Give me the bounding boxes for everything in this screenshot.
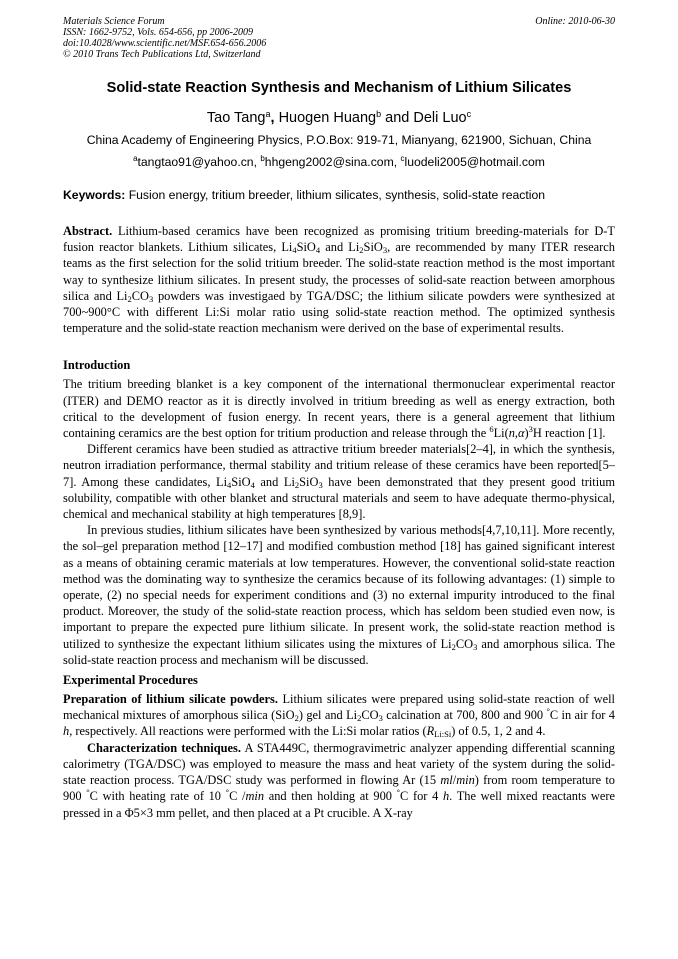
preparation-label: Preparation of lithium silicate powders. [63, 692, 278, 707]
body-text: and Li [254, 474, 295, 489]
body-text: ) of 0.5, 1, 2 and 4. [451, 724, 546, 739]
subscript: 3 [473, 641, 478, 652]
affiliation: China Academy of Engineering Physics, P.O.Box: 919-71, Mianyang, 621900, Sichuan, China [86, 133, 592, 147]
section-heading-experimental: Experimental Procedures [63, 673, 198, 688]
email-1[interactable]: tangtao91@yahoo.cn, [137, 155, 261, 169]
abstract-text: SiO [363, 240, 383, 255]
characterization-paragraph [63, 740, 615, 821]
author-list: Tao Tang$^a$, Huogen Huang$^b$ and Deli Luo$^c$ [206, 109, 472, 126]
body-text: , [514, 426, 519, 441]
abstract-paragraph [63, 223, 615, 336]
intro-paragraph-1 [63, 376, 615, 441]
subscript: 4 [250, 479, 255, 490]
body-text: ) gel and Li [298, 708, 358, 723]
issn-line: ISSN: 1662-9752, Vols. 654-656, pp 2006-2009 [63, 27, 253, 38]
italic-text: R [426, 724, 435, 739]
author-emails [63, 154, 615, 170]
doi-line: doi:10.4028/www.scientific.net/MSF.654-656.2006 [63, 38, 267, 49]
italic-text: h [63, 724, 70, 739]
subscript: 4 [292, 245, 297, 256]
subscript: 4 [315, 245, 321, 256]
copyright-line: © 2010 Trans Tech Publications Ltd, Switzerland [63, 49, 261, 60]
italic-text: min [456, 773, 475, 788]
email-2[interactable]: hhgeng2002@sina.com, [264, 155, 401, 169]
section-heading-introduction: Introduction [63, 358, 131, 373]
author-3-mark: c [466, 109, 472, 119]
subscript: 2 [294, 713, 299, 724]
body-text: H reaction [1]. [532, 426, 606, 441]
body-text: and then holding at 900 [264, 789, 397, 804]
superscript: ° [225, 787, 230, 798]
body-text: CO [361, 708, 379, 723]
italic-text: n [508, 426, 515, 441]
body-text: ) [524, 426, 529, 441]
author-2-mark: b [376, 109, 382, 119]
body-text: C in air for 4 [549, 708, 615, 723]
subscript: Li:Si [434, 729, 452, 740]
characterization-label: Characterization techniques. [87, 740, 241, 755]
superscript: ° [86, 787, 90, 798]
body-text: calcination at 700, 800 and 900 [382, 708, 547, 723]
italic-text: min [245, 789, 265, 804]
abstract-text: and Li [320, 240, 360, 255]
author-3: Deli Luo [413, 110, 467, 126]
body-text: C for 4 [400, 789, 443, 804]
abstract-text: SiO [296, 240, 316, 255]
email-3[interactable]: luodeli2005@hotmail.com [404, 155, 545, 169]
abstract-text: CO [131, 288, 149, 303]
body-text: have been demonstrated that they present good tritium solubility, compatible with other blanket and structural materials and seem to have adequate thermo-physical, chemical and mechanical stability at high temperatures [8,9]. [63, 474, 615, 522]
subscript: 2 [127, 293, 132, 304]
email-3-mark: c [400, 154, 405, 163]
journal-header [63, 16, 615, 60]
body-text: SiO [299, 474, 319, 489]
body-text: , respectively. All reactions were performed with the Li:Si molar ratios ( [69, 724, 427, 739]
italic-text: α [518, 426, 525, 441]
intro-paragraph-3 [63, 522, 615, 668]
body-text: Li( [493, 426, 509, 441]
author-2: Huogen Huang [278, 110, 377, 126]
subscript: 2 [451, 641, 456, 652]
body-text: / [452, 773, 457, 788]
subscript: 3 [382, 245, 388, 256]
body-text: Lithium silicates were prepared using solid-state reaction of well mechanical mixtures of amorphous silica (SiO [63, 692, 615, 723]
author-1-mark: a [265, 109, 271, 119]
italic-text: h [442, 789, 450, 804]
keywords-text: Fusion energy, tritium breeder, lithium silicates, synthesis, solid-state reaction [125, 188, 546, 202]
body-text: Different ceramics have been studied as attractive tritium breeder materials[2–4], in which the synthesis, neutron irradiation performance, thermal stability and tritium release of these ceramics have been reported[5–7]. Among these candidates, Li [63, 442, 615, 489]
subscript: 2 [294, 479, 300, 490]
body-text: A STA449C, thermogravimetric analyzer appending differential scanning calorimetry (TGA/DSC) was employed to measure the mass and heat variety of the system during the solid-state reaction process. TGA/DSC study was performed in flowing Ar (15 [63, 740, 616, 788]
body-text: CO [455, 636, 474, 651]
subscript: 3 [148, 293, 154, 304]
italic-text: ml [440, 773, 453, 788]
keywords-label: Keywords: [63, 188, 126, 202]
body-text: The tritium breeding blanket is a key component of the international thermonuclear experimental reactor (ITER) and DEMO reactor as it is directly involved in tritium breeding as well as energy extraction, both critical to the development of fusion energy. In recent years, there is a general agreement that lithium containing ceramics are the best option for tritium production and release through the [63, 377, 615, 441]
online-date: Online: 2010-06-30 [535, 16, 615, 27]
body-text: In previous studies, lithium silicates have been synthesized by various methods[4,7,10,11]. More recently, the sol–gel preparation method [12–17] and modified combustion method [18] has gained significant interest as a means of obtaining ceramic materials at low temperatures. However, the conventional solid-state reaction method was the dominating way to synthesize the ceramics because of its following advantages: (1) simple to operate, (2) no special needs for experiment conditions and (3) no external impurity introduced to the final product. Moreover, the study of the solid-state reaction process, which has seldom been studied even now, is important to prepare the expected pure lithium silicate. In present work, the solid-state reaction method is utilized to synthesize the expectant lithium silicates using the mixtures of Li [63, 523, 615, 651]
subscript: 2 [357, 713, 362, 724]
body-text: and amorphous silica. The solid-state reaction process and mechanism will be discussed. [63, 636, 615, 667]
subscript: 2 [359, 245, 364, 256]
body-text: . The well mixed reactants were pressed in a Φ5×3 mm pellet, and then placed at a Pt crucible. A X-ray [63, 789, 616, 820]
abstract-text: Lithium-based ceramics have been recognized as promising tritium breeding-materials for D-T fusion reactor blankets. Lithium silicates, Li [63, 224, 615, 255]
journal-name: Materials Science Forum [63, 16, 165, 27]
author-and: and [381, 110, 414, 126]
preparation-paragraph [63, 691, 615, 740]
body-text: C / [229, 789, 246, 804]
abstract-label: Abstract. [63, 224, 113, 238]
body-text: C with heating rate of 10 [89, 789, 226, 804]
author-1: Tao Tang [206, 110, 266, 126]
paper-title: Solid-state Reaction Synthesis and Mechanism of Lithium Silicates [106, 80, 572, 96]
superscript: ° [396, 787, 401, 798]
superscript: ° [546, 706, 550, 717]
email-1-mark: a [133, 154, 138, 163]
keywords [63, 187, 615, 203]
body-text: ) from room temperature to 900 [63, 773, 615, 804]
subscript: 4 [227, 479, 232, 490]
abstract-text: powders was investigaed by TGA/DSC; the lithium silicate powders were synthesized at 700~900°C with different Li:Si molar ratio using solid-state reaction method. The optimized synthesis temperature and the solid-state reaction mechanism were derived on the base of experimental results. [63, 288, 615, 336]
abstract-text: , are recommended by many ITER research teams as the first selection for the solid tritium breeder. The solid-state reaction method is the most important way to synthesize lithium silicates. In present study, the processes of solid-sate reaction between amorphous silica and Li [63, 240, 615, 303]
page [63, 16, 615, 821]
body-text: SiO [231, 474, 251, 489]
email-2-mark: b [260, 154, 265, 163]
intro-paragraph-2 [63, 441, 615, 522]
superscript: 6 [489, 424, 494, 435]
subscript: 3 [378, 713, 383, 724]
superscript: 3 [528, 424, 533, 435]
subscript: 3 [318, 479, 323, 490]
